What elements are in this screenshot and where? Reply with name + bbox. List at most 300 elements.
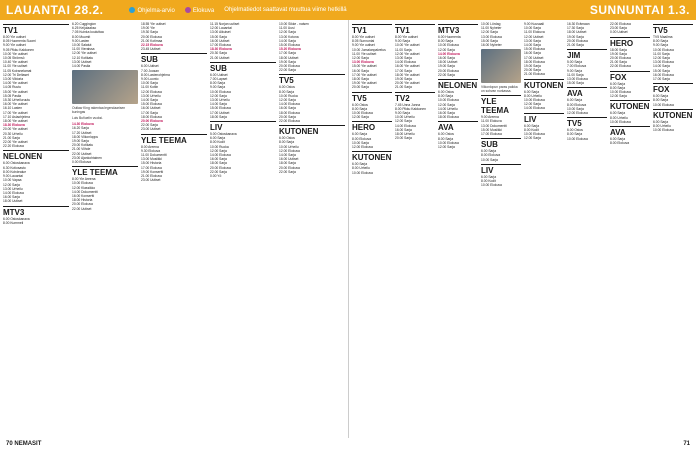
program-line: 10.00 Jumalanpalvelus xyxy=(352,47,386,52)
program-line: 14.00 Yle uutiset xyxy=(3,81,28,86)
program-line: 10.00 Vapaa xyxy=(3,178,22,183)
program-line: 9.00 Sarja xyxy=(210,85,226,90)
program-line: 16.00 Uutiset xyxy=(210,38,230,43)
channel-heading: AVA xyxy=(610,126,650,137)
program-line: 12.00 Klassikko xyxy=(72,185,96,190)
program-line: 20.00 Sarja xyxy=(279,114,296,119)
program-line: 11.00 Vieraissa xyxy=(72,47,95,52)
program-line: 17.20 Uutiset xyxy=(72,130,92,135)
program-line: 18.00 Elokuva xyxy=(438,115,459,120)
program-line: 16.00 Yle uutiset xyxy=(3,102,28,107)
program-line: 10.00 Elokuva xyxy=(438,43,459,48)
program-line: 10.00 Urheilu xyxy=(395,115,415,120)
program-line: 14.00 Urheilu xyxy=(438,106,458,111)
program-line: 6.00 Ostos xyxy=(352,102,368,107)
program-line: 9.05 Pikku Kakkonen xyxy=(3,47,34,52)
program-line: 16.00 Sarja xyxy=(3,195,20,200)
program-line: 12.00 Sarja xyxy=(481,30,498,35)
program-line: 6.00 Ostos xyxy=(438,132,454,137)
program-line: 9.30 Elokuva xyxy=(141,148,161,153)
program-line: 14.00 Sarja xyxy=(279,38,296,43)
program-line: 8.00 Sarja xyxy=(438,94,454,99)
program-line: 13.00 Viktoria xyxy=(3,77,24,82)
channel-heading: TV5 xyxy=(567,117,607,128)
left-day-title: LAUANTAI 28.2. xyxy=(6,3,104,17)
program-line: 10.00 Salatut xyxy=(72,43,92,48)
program-line: 18.00 Yle uutiset xyxy=(395,72,420,77)
program-line: 18.00 Uutiset xyxy=(438,60,458,65)
program-line: 13.00 Elokuva xyxy=(653,60,674,65)
program-line: 12.00 Yle uutiset xyxy=(72,51,97,56)
program-line: 9.00 Kuusaali xyxy=(524,22,544,26)
program-line: 8.00 Elokuva xyxy=(481,153,501,158)
program-line: 17.00 Sarja xyxy=(653,77,670,82)
schedule-header xyxy=(0,0,696,20)
program-line: 8.00 Kodit xyxy=(210,140,225,145)
program-line: 8.00 Yle uutiset xyxy=(3,35,26,39)
program-line: 13.00 Elokuva xyxy=(481,34,502,39)
program-line: 16.00 Sarja xyxy=(438,111,455,116)
program-line: 13.00 Urheilu xyxy=(141,93,161,98)
program-line: 15.00 Yle uutiset xyxy=(3,89,28,94)
program-line: 14.00 Sarja xyxy=(524,43,541,48)
program-line: 16.00 Sarja xyxy=(279,106,296,111)
program-line: 8.00 Lastenohjelma xyxy=(141,72,170,77)
channel-heading: FOX xyxy=(653,83,693,94)
channel-heading: TV5 xyxy=(352,92,392,103)
program-line: 15.00 Elokuva xyxy=(210,106,231,111)
program-line: 15.00 Sarja xyxy=(210,34,227,39)
program-line: 13.00 Sarja xyxy=(395,56,412,61)
schedule-column xyxy=(567,22,607,436)
program-line: 15.00 Yle uutiset xyxy=(352,64,377,69)
program-line: 13.00 Elokuva xyxy=(567,77,588,82)
program-line: 21.00 Sarja xyxy=(395,85,412,90)
program-line: 12.00 Elokuva xyxy=(567,111,588,116)
program-line: 6.00 Sarja xyxy=(653,119,669,124)
program-line: 10.00 Sikke - naisen xyxy=(279,22,309,26)
program-line: 22.00 Elokuva xyxy=(610,64,631,69)
program-line: 8.05 Huomenta Suomi xyxy=(3,39,36,44)
schedule-column xyxy=(481,22,521,436)
right-page-number: 71 xyxy=(683,441,690,447)
channel-heading: KUTONEN xyxy=(279,125,345,136)
program-line: 14.00 Sarja xyxy=(141,98,158,103)
left-page-number: 70 xyxy=(6,441,13,447)
program-line: 13.00 Uutiset xyxy=(72,59,92,64)
program-line: 10.00 Sarja xyxy=(481,157,498,162)
schedule-column xyxy=(438,22,478,436)
program-line: 8.00 Urheilu xyxy=(610,115,628,120)
channel-heading: HERO xyxy=(610,37,650,48)
image-caption: Viikonlopun paras paikka on sohvan nurkassa. xyxy=(481,85,518,94)
program-line: 10.00 Ruoka xyxy=(210,144,229,149)
program-line: 8.00 Sarja xyxy=(438,136,454,141)
program-line: 20.00 Elokuva xyxy=(210,165,231,170)
program-line: 8.00 Sarja xyxy=(653,39,669,44)
program-line: 19.00 Sarja xyxy=(438,64,455,69)
program-line: 9.00 Luonto xyxy=(141,77,159,82)
program-line: 6.00 Sarja xyxy=(481,149,497,154)
program-line: 12.10 Kotikatu xyxy=(72,55,94,60)
program-line: 15.30 Urheiluruutu xyxy=(3,98,31,103)
program-line: 16.00 Sarja xyxy=(352,68,369,73)
schedule-column xyxy=(3,22,69,436)
program-line: 0.00 Yö xyxy=(210,174,222,179)
program-line: 22.00 Sarja xyxy=(438,72,455,77)
program-line: 8.00 Yle uutiset xyxy=(395,35,418,39)
program-line: 17.00 Yle uutiset xyxy=(352,72,377,77)
program-line: 10.00 Sarja xyxy=(141,81,158,86)
program-line: 8.00 Pikku Kakkonen xyxy=(395,106,426,111)
program-line: 12.00 Sarja xyxy=(610,94,627,99)
channel-heading: AVA xyxy=(567,87,607,98)
program-line: 20.00 Kotikatu xyxy=(72,143,94,148)
program-line: 22.00 Sarja xyxy=(210,169,227,174)
program-line: 14.00 Sarja xyxy=(279,153,296,158)
program-line: 12.00 Sarja xyxy=(3,182,20,187)
legend xyxy=(129,7,346,14)
program-line: 6.00 Sarja xyxy=(481,174,497,179)
channel-heading: TV5 xyxy=(653,24,693,35)
program-line: 22.00 Yle uutiset xyxy=(3,140,28,145)
program-line: 12.00 Yle uutiset xyxy=(395,51,420,56)
program-line: 17.00 Elokuva xyxy=(141,165,162,170)
program-line: 18.00 Elokuva xyxy=(279,110,300,115)
program-line: 23.00 Sarja xyxy=(610,26,627,31)
program-line: 9.00 Yle uutiset xyxy=(3,43,26,48)
program-line: 10.00 Elokuva xyxy=(352,111,373,116)
program-line: 19.00 Yle xyxy=(141,26,155,31)
program-line: 6.00 Sarja xyxy=(524,89,540,94)
channel-heading: SUB xyxy=(481,138,521,149)
channel-heading: YLE TEEMA xyxy=(72,166,138,177)
channel-heading: MTV3 xyxy=(438,24,478,35)
program-line: 16.30 Erämaan xyxy=(567,22,590,26)
program-highlight: 22.15 Elokuva xyxy=(141,43,163,48)
program-line: 18.00 Urheilu xyxy=(395,132,415,137)
program-line: 19.30 Sarja xyxy=(141,30,158,35)
program-line: 8.00 Muumit xyxy=(72,34,91,39)
program-line: 15.00 Elokuva xyxy=(524,47,545,52)
program-line: 12.00 Sarja xyxy=(210,93,227,98)
program-line: 16.00 Konsertti xyxy=(72,194,95,199)
program-line: 20.30 Urheilu xyxy=(3,131,23,136)
program-line: 6.00 Sarja xyxy=(210,136,226,141)
program-line: 10.00 Elokuva xyxy=(72,181,93,186)
program-line: 9.00 Yle uutiset xyxy=(352,43,375,48)
program-line: 14.05 Ruutu xyxy=(3,85,21,90)
channel-heading: KUTONEN xyxy=(610,102,650,112)
program-line: 14.00 Elokuva xyxy=(210,153,231,158)
program-line: 17.00 Elokuva xyxy=(481,132,502,137)
channel-heading: KUTONEN xyxy=(524,80,564,90)
program-line: 10.00 Elokuva xyxy=(610,119,631,124)
left-page xyxy=(0,20,348,438)
program-line: 10.00 Lördag xyxy=(481,22,501,26)
program-line: 20.00 Elokuva xyxy=(279,64,300,69)
program-line: 6.00 Sarja xyxy=(567,98,583,103)
program-line: 12.00 Sarja xyxy=(279,30,296,35)
program-line: 8.05 Sunnuntai xyxy=(352,39,375,44)
program-line: 20.00 Elokuva xyxy=(72,202,93,207)
program-line: 22.00 Sarja xyxy=(279,169,296,174)
program-line: 8.00 Sarja xyxy=(279,140,295,145)
right-page xyxy=(348,20,696,438)
program-line: 18.00 Sarja xyxy=(610,47,627,52)
program-line: 16.00 Nyheter xyxy=(481,43,502,48)
program-line: 20.00 Elokuva xyxy=(141,34,162,39)
program-line: 21.00 Viihde xyxy=(72,147,91,152)
program-line: 9.00 Sarja xyxy=(395,111,411,116)
program-line: 20.00 Yle uutiset xyxy=(3,127,28,132)
program-line: 9.00 Lasten xyxy=(72,38,90,43)
program-line: 8.00 Urheilu xyxy=(653,124,671,129)
program-line: 15.00 Historia xyxy=(141,161,162,166)
program-line: 8.00 Sarja xyxy=(210,81,226,86)
program-line: 16.10 Lasten xyxy=(3,106,23,111)
program-line: 21.00 Sarja xyxy=(567,43,584,48)
program-line: 22.00 Elokuva xyxy=(279,119,300,124)
program-line: 10.00 Yle uutiset xyxy=(395,43,420,48)
program-line: 10.00 Sarja xyxy=(524,26,541,31)
channel-heading: AVA xyxy=(438,121,478,132)
channel-heading: TV1 xyxy=(352,24,392,35)
program-line: 7.45 Unna Junna xyxy=(395,102,421,107)
channel-heading: TV1 xyxy=(395,24,435,35)
program-line: 7.00 Lapset xyxy=(210,77,228,82)
program-line: 12.00 Sarja xyxy=(352,115,369,120)
channel-heading: NELONEN xyxy=(438,81,478,91)
program-line: 14.00 Sarja xyxy=(210,102,227,107)
program-line: 9.00 Areena xyxy=(481,115,499,120)
program-line: 17.00 Yle uutiset xyxy=(3,110,28,115)
program-line: 8.00 Sarja xyxy=(610,85,626,90)
program-line: 12.00 Sarja xyxy=(653,56,670,61)
program-line: 6.00 Sarja xyxy=(610,137,626,142)
program-line: 20.30 Sarja xyxy=(210,51,227,56)
program-line: 5.00 Ostoskanava xyxy=(210,132,237,137)
channel-heading: LIV xyxy=(210,121,276,132)
program-line: 11.00 Nyheter xyxy=(481,26,502,31)
channel-heading: LIV xyxy=(481,164,521,175)
program-line: 6.00 Ostos xyxy=(438,90,454,95)
program-highlight: 20.00 Elokuva xyxy=(141,119,163,124)
program-line: 14.00 Elokuva xyxy=(395,60,416,65)
program-line: 20.00 Elokuva xyxy=(567,38,588,43)
program-line: 18.00 Sarja xyxy=(210,114,227,119)
program-line: 19.00 Sarja xyxy=(72,139,89,144)
program-line: 10.00 Urheilu xyxy=(279,144,299,149)
program-line: 8.00 Areena xyxy=(141,144,159,149)
program-line: 18.00 Sarja xyxy=(352,77,369,82)
program-line: 20.00 Yle uutiset xyxy=(395,81,420,86)
program-line: 10.00 Ruoka xyxy=(279,93,298,98)
program-line: 10.00 Elokuva xyxy=(524,132,545,137)
program-line: 21.00 Elokuva xyxy=(524,72,545,77)
program-line: 22.20 Elokuva xyxy=(3,144,24,149)
program-line: 17.30 Sarja xyxy=(567,26,584,31)
program-line: 16.00 Sarja xyxy=(210,157,227,162)
program-line: 20.00 Sarja xyxy=(395,136,412,141)
program-line: 18.00 Sarja xyxy=(210,161,227,166)
program-line: TV5 Maailma xyxy=(653,35,673,39)
program-highlight: 18.30 Elokuva xyxy=(3,123,25,128)
program-line: 8.00 Sarja xyxy=(279,89,295,94)
program-highlight: 15.20 Elokuva xyxy=(279,47,301,52)
program-highlight: 13.00 Elokuva xyxy=(352,60,374,65)
program-line: 12.00 Elokuva xyxy=(141,89,162,94)
program-line: 8.00 Sarja xyxy=(567,132,583,137)
program-line: 14.00 Elokuva xyxy=(524,106,545,111)
schedule-column xyxy=(279,22,345,436)
program-line: 6.20 Cuggingion xyxy=(72,22,97,26)
program-line: 11.00 Elokuva xyxy=(524,30,545,35)
program-line: 11.00 Elokuva xyxy=(481,119,502,124)
program-line: 13.00 Sarja xyxy=(524,38,541,43)
program-line: 10.00 Elokuva xyxy=(653,102,674,107)
program-line: 8.00 Sarja xyxy=(653,98,669,103)
program-line: 20.00 Sarja xyxy=(352,85,369,90)
program-line: 10.00 Elokuva xyxy=(653,128,674,133)
schedule-column xyxy=(395,22,435,436)
program-line: 8.00 Elokuva xyxy=(610,141,630,146)
program-line: 12.00 Sarja xyxy=(352,56,369,61)
brand-name: NEMASIT xyxy=(14,441,42,447)
program-line: 20.00 Elokuva xyxy=(438,68,459,73)
program-line: 10.00 Sarja xyxy=(352,140,369,145)
program-line: 12.00 Sarja xyxy=(438,102,455,107)
channel-heading: YLE TEEMA xyxy=(481,95,521,115)
program-line: 17.00 Uutiset xyxy=(210,110,230,115)
program-line: 11.00 Yle uutiset xyxy=(352,51,377,56)
program-highlight: 14.30 Elokuva xyxy=(72,122,94,127)
program-line: 17.00 Sarja xyxy=(279,51,296,56)
program-line: 6.00 Sarja xyxy=(352,162,368,167)
program-line: 6.00 Ostoskanava xyxy=(3,216,30,221)
program-line: 6.00 Sarja xyxy=(610,111,626,116)
program-line: 11.15 Norjan uutiset xyxy=(210,22,240,26)
program-line: 13.00 Urheilu xyxy=(3,186,23,191)
program-line: 6.00 Uutiset xyxy=(141,64,159,69)
program-line: 12.00 Sarja xyxy=(395,119,412,124)
program-line: 16.00 Sarja xyxy=(395,127,412,132)
program-line: 10.00 Yle uutiset xyxy=(3,51,28,56)
program-line: 10.00 Elokuva xyxy=(567,136,588,141)
program-line: 15.00 Musiikki xyxy=(481,127,502,132)
program-line: 18.00 Elokuva xyxy=(524,59,545,64)
program-line: 6.00 Sarja xyxy=(610,81,626,86)
program-line: 10.00 Elokuva xyxy=(610,90,631,95)
channel-heading: KUTONEN xyxy=(352,153,392,163)
program-line: 18.00 Historia xyxy=(72,198,93,203)
channel-heading: SUB xyxy=(141,53,207,64)
program-line: 18.00 Uutiset xyxy=(3,199,23,204)
channel-heading: KUTONEN xyxy=(653,110,693,120)
program-line: 6.00 Sarja xyxy=(524,123,540,128)
program-line: 19.00 Sarja xyxy=(524,64,541,69)
program-line: 6.00 Ostos xyxy=(279,85,295,90)
program-line: 16.00 Uutiset xyxy=(141,106,161,111)
program-line: 8.00 Sarja xyxy=(352,106,368,111)
program-line: 13.00 Musiikki xyxy=(141,157,162,162)
channel-heading: HERO xyxy=(352,121,392,132)
program-line: 23.45 Uutiset xyxy=(141,47,161,52)
program-line: 6.00 Sarja xyxy=(653,94,669,99)
program-line: 11.00 Sarja xyxy=(653,51,670,56)
program-line: 21.00 Sarja xyxy=(3,135,20,140)
program-line: 12.00 Elokuva xyxy=(352,145,373,150)
right-day-title: SUNNUNTAI 1.3. xyxy=(589,3,690,17)
program-line: 21.00 Sarja xyxy=(610,60,627,65)
program-line: 19.00 Sarja xyxy=(279,59,296,64)
program-line: 14.00 Pasila xyxy=(72,64,91,69)
channel-heading: MTV3 xyxy=(3,206,69,217)
program-line: 21.00 Elokuva xyxy=(141,174,162,179)
program-line: 18.00 Sarja xyxy=(279,161,296,166)
program-line: 11.00 Dokumentti xyxy=(141,153,167,158)
program-line: 16.20 Sarja xyxy=(72,126,89,131)
program-line: 22.00 Uutiset xyxy=(72,206,92,211)
program-line: 11.00 Sarja xyxy=(395,47,412,52)
legend-rating: Ohjelma-arvio xyxy=(129,7,174,14)
program-line: 10.00 Elokuva xyxy=(438,98,459,103)
program-line: 13.00 Urheilu xyxy=(210,98,230,103)
program-line: 9.00 Sarja xyxy=(567,68,583,73)
program-line: 14.00 Dokumentti xyxy=(72,189,98,194)
program-line: 12.00 Sarja xyxy=(524,102,541,107)
program-line: 8.00 Urheilu xyxy=(352,166,370,171)
page-footer xyxy=(0,438,696,450)
program-line: 19.00 Konsertti xyxy=(141,169,164,174)
program-line: 20.00 Elokuva xyxy=(279,165,300,170)
program-line: 6.30 Kotiosasto xyxy=(3,165,26,170)
program-line: 6.00 Ostos xyxy=(279,136,295,141)
channel-heading: TV2 xyxy=(395,92,435,103)
program-line: 18.00 Elokuva xyxy=(141,114,162,119)
program-line: 18.55 Yle uutiset xyxy=(141,22,166,26)
program-line: 10.00 Elokuva xyxy=(438,140,459,145)
program-line: 12.00 Sarja xyxy=(210,148,227,153)
program-line: 10.40 Yle uutiset xyxy=(3,60,28,65)
legend-movie: Elokuva xyxy=(185,7,214,14)
program-line: 19.00 Sarja xyxy=(567,34,584,39)
schedule-column xyxy=(210,22,276,436)
schedule-column xyxy=(653,22,693,436)
program-line: 16.00 Uutiset xyxy=(279,157,299,162)
program-line: 22.00 Sarja xyxy=(141,123,158,128)
program-highlight: 14.00 Elokuva xyxy=(438,51,460,56)
program-line: 15.00 Elokuva xyxy=(141,102,162,107)
schedule-column xyxy=(524,22,564,436)
program-line: 17.00 Sarja xyxy=(395,68,412,73)
program-line: 10.00 Elokuva xyxy=(481,183,502,188)
schedule-column xyxy=(610,22,650,436)
channel-heading: YLE TEEMA xyxy=(141,134,207,145)
program-line: 13.00 Dokumentti xyxy=(481,123,507,128)
program-line: 23.00 Uutiset xyxy=(141,127,161,132)
program-line: 10.00 Elokuva xyxy=(524,98,545,103)
channel-heading: TV5 xyxy=(279,74,345,85)
program-line: 8.00 Kohdealue xyxy=(3,169,27,174)
program-line: 8.00 Elokuva xyxy=(567,102,587,107)
program-line: 6.00 Sarja xyxy=(352,132,368,137)
program-line: 18.00 Viikonloppu xyxy=(72,134,99,139)
program-line: 14.00 Elokuva xyxy=(395,123,416,128)
program-line: 8.00 Elokuva xyxy=(352,136,372,141)
program-line: 8.00 Yle Areena xyxy=(72,177,96,182)
footer-left xyxy=(6,441,41,447)
